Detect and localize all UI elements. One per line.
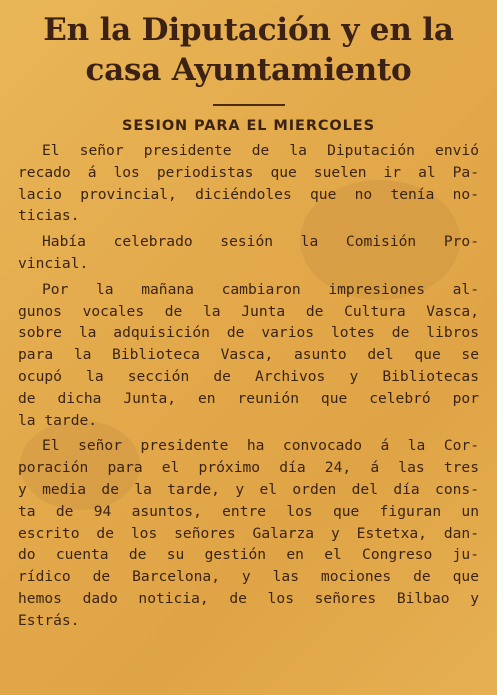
text-line: do cuenta de su gestión en el Congreso ju- (18, 546, 479, 564)
headline-line-2: casa Ayuntamiento (85, 52, 412, 88)
text-line: poración para el próximo día 24, á las tres (18, 459, 479, 477)
text-line: El señor presidente ha convocado á la Cor- (42, 437, 479, 455)
divider-rule (213, 104, 285, 106)
text-line: recado á los periodistas que suelen ir al Pa- (18, 163, 479, 181)
text-line: El señor presidente de la Diputación envió (42, 142, 479, 159)
section-subhead: SESION PARA EL MIERCOLES (122, 118, 375, 134)
text-line: hemos dado noticia, de los señores Bilbao y (18, 589, 479, 607)
text-line: gunos vocales de la Junta de Cultura Vasca, (18, 302, 479, 320)
text-line: ocupó la sección de Archivos y Bibliotecas (18, 367, 479, 385)
text-line: para la Biblioteca Vasca, asunto del que se (18, 346, 479, 364)
paragraph-1 (18, 140, 479, 227)
text-line: Había celebrado sesión la Comisión Pro- (42, 233, 479, 251)
paragraph-2 (18, 231, 479, 275)
paragraph-3 (18, 279, 479, 432)
text-line: sobre la adquisición de varios lotes de libros (18, 324, 479, 342)
text-line: vincial. (18, 254, 89, 272)
text-line: la tarde. (18, 411, 98, 429)
text-line: Por la mañana cambiaron impresiones al- (42, 280, 479, 298)
paragraph-4 (18, 435, 479, 631)
text-line: ticias. (18, 207, 80, 225)
text-line: ta de 94 asuntos, entre los que figuran un (18, 502, 479, 520)
text-line: y media de la tarde, y el orden del día cons- (18, 480, 479, 498)
headline-line-1: En la Diputación y en la (43, 12, 454, 48)
text-line: rídico de Barcelona, y las mociones de que (18, 568, 479, 586)
text-line: Estrás. (18, 611, 80, 629)
headline (18, 10, 479, 90)
text-line: lacio provincial, diciéndoles que no tenía no- (18, 185, 479, 203)
text-line: escrito de los señores Galarza y Estetxa, dan- (18, 524, 479, 542)
text-line: de dicha Junta, en reunión que celebró por (18, 389, 479, 407)
